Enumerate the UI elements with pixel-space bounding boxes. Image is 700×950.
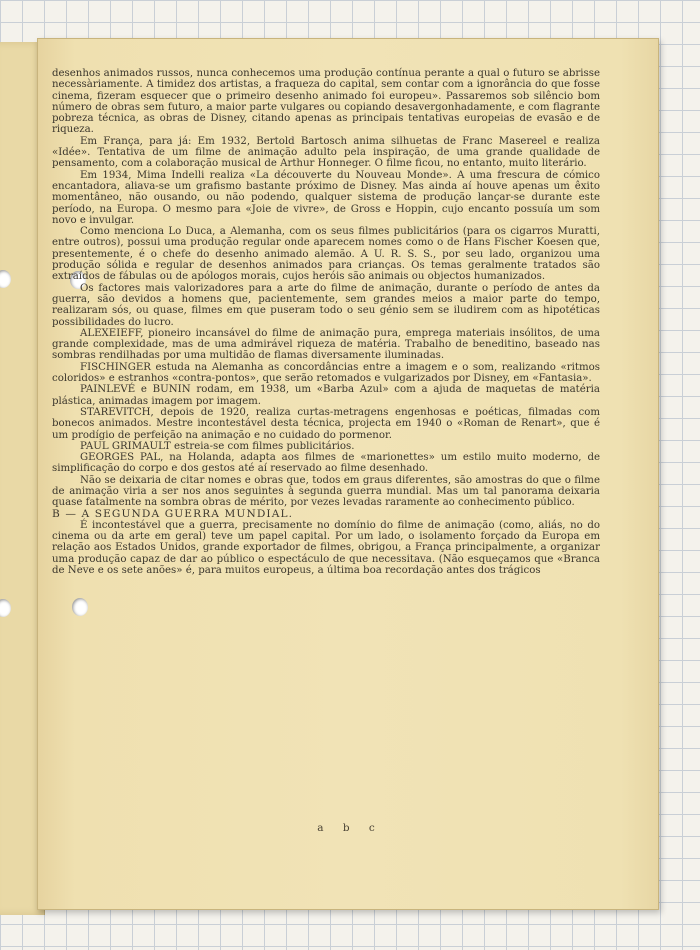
punch-hole: [72, 598, 88, 616]
paragraph: GEORGES PAL, na Holanda, adapta aos filmes de «marionettes» um estilo muito moderno, de simplificação do corpo e dos gestos até aí reservado ao filme desenhado.: [52, 452, 600, 475]
punch-hole: [0, 270, 11, 288]
paragraph: STAREVITCH, depois de 1920, realiza curtas-metragens engenhosas e poéticas, filmadas com bonecos animados. Mestre incontestável desta técnica, projecta em 1940 o «Roman de Renart», que é um prodígio de perfeição na animação e no cuidado do pormenor.: [52, 406, 600, 441]
paragraph: PAINLEVÉ e BUNIN rodam, em 1938, um «Barba Azul» com a ajuda de maquetas de matéria plástica, animadas imagem por imagem.: [52, 384, 600, 407]
punch-hole: [0, 599, 11, 617]
paragraph: Em 1934, Mima Indelli realiza «La découverte du Nouveau Monde». A uma frescura de cómico encantadora, aliava-se um grafismo bastante próximo de Disney. Mas ainda aí houve apenas um êxito momentâneo, não ousando, ou não podendo, qualquer sistema de produção lançar-se durante este período, na Europa. O mesmo para «Joie de vivre», de Gross e Hoppin, cujo encanto possuía um som novo e invulgar.: [52, 169, 600, 226]
paragraph: ALEXEIEFF, pioneiro incansável do filme de animação pura, emprega materiais insólitos, de uma grande complexidade, mas de uma admirável riqueza de matéria. Trabalho de beneditino, baseado nas sombras rendilhadas por uma multidão de flamas diversamente iluminadas.: [52, 327, 600, 362]
paragraph: PAUL GRIMAULT estreia-se com filmes publicitários.: [80, 440, 355, 452]
page-text: [52, 68, 600, 576]
paragraph: FISCHINGER estuda na Alemanha as concordâncias entre a imagem e o som, realizando «ritmos coloridos» e estranhos «contra-pontos», que serão retomados e vulgarizados por Disney, em «Fantasia».: [52, 361, 600, 385]
paragraph: Em França, para já: Em 1932, Bertold Bartosch anima silhuetas de Franc Masereel e realiza «Idée». Tentativa de um filme de animação adulto pela inspiração, de uma grande qualidade de pensamento, com a colaboração musical de Arthur Honneger. O filme ficou, no entanto, muito literário.: [52, 135, 600, 170]
paragraph: Os factores mais valorizadores para a arte do filme de animação, durante o período de antes da guerra, são devidos a homens que, pacientemente, sem grandes meios a maior parte do tempo, realizaram sós, ou quase, filmes em que puseram todo o seu génio sem se iludirem com as hipotéticas possibilidades do lucro.: [52, 282, 600, 328]
paragraph: Como menciona Lo Duca, a Alemanha, com os seus filmes publicitários (para os cigarros Muratti, entre outros), possui uma produção regular onde aparecem nomes como o de Hans Fischer Koesen que, presentemente, é o chefe do desenho animado alemão. A U. R. S. S., por seu lado, organizou uma produção sólida e regular de desenhos animados para crianças. Os temas geralmente tratados são extraídos de fábulas ou de apólogos morais, cujos heróis são animais ou objectos humanizados.: [52, 226, 600, 283]
page-footer: a b c: [317, 822, 383, 834]
paragraph: É incontestável que a guerra, precisamente no domínio do filme de animação (como, aliás, no do cinema ou da arte em geral) teve um papel capital. Por um lado, o isolamento forçado da Europa em relação aos Estados Unidos, grande exportador de filmes, obrigou, a França principalmente, a organizar uma produção capaz de dar ao público o espectáculo de que necessitava. (Não esqueçamos que «Branca de Neve e os sete anões» é, para muitos europeus, a última boa recordação antes dos trágicos: [52, 519, 600, 577]
paragraph: Não se deixaria de citar nomes e obras que, todos em graus diferentes, são amostras do que o filme de animação viria a ser nos anos seguintes à segunda guerra mundial. Mas um tal panorama deixaria quase fatalmente na sombra obras de mérito, por vezes levadas raramente ao conhecimento público.: [52, 474, 600, 509]
section-heading: B — A SEGUNDA GUERRA MUNDIAL.: [52, 507, 294, 520]
paragraph: desenhos animados russos, nunca conhecemos uma produção contínua perante a qual o futuro se abrisse necessàriamente. A timidez dos artistas, a fraqueza do capital, sem contar com a ignorância do que fosse cinema, fizeram esquecer que o primeiro desenho animado foi europeu». Passaremos sob silêncio bom número de obras sem futuro, a maior parte vulgares ou copiando desavergonhadamente, e com flagrante pobreza técnica, as obras de Disney, citando apenas as principais tentativas europeias de evasão e de riqueza.: [52, 68, 600, 136]
